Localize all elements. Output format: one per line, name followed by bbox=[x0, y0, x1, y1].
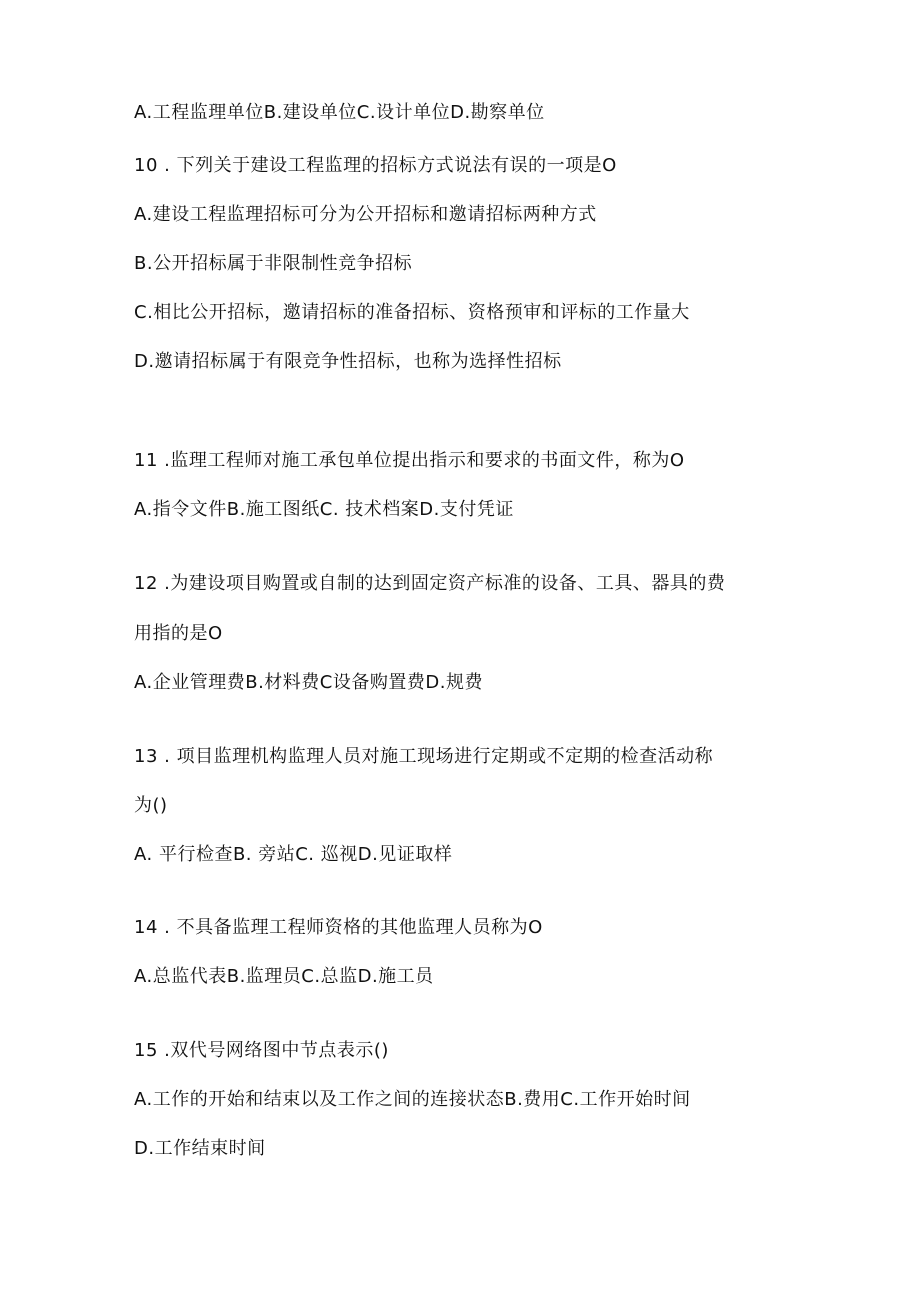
q10-option-c: C.相比公开招标，邀请招标的准备招标、资格预审和评标的工作量大 bbox=[134, 302, 690, 323]
q12-stem-line1: 12 .为建设项目购置或自制的达到固定资产标准的设备、工具、器具的费 bbox=[134, 573, 726, 594]
q13-options: A. 平行检查B. 旁站C. 巡视D.见证取样 bbox=[134, 844, 453, 865]
q15-options-line1: A.工作的开始和结束以及工作之间的连接状态B.费用C.工作开始时间 bbox=[134, 1089, 691, 1110]
q14-options: A.总监代表B.监理员C.总监D.施工员 bbox=[134, 966, 434, 987]
q11-stem: 11 .监理工程师对施工承包单位提出指示和要求的书面文件，称为O bbox=[134, 450, 685, 471]
q13-stem-line1: 13 . 项目监理机构监理人员对施工现场进行定期或不定期的检查活动称 bbox=[134, 746, 714, 767]
q14-stem: 14 . 不具备监理工程师资格的其他监理人员称为O bbox=[134, 917, 543, 938]
q13-stem-line2: 为() bbox=[134, 795, 168, 816]
q10-option-b: B.公开招标属于非限制性竞争招标 bbox=[134, 253, 413, 274]
q12-options: A.企业管理费B.材料费C设备购置费D.规费 bbox=[134, 672, 483, 693]
q12-stem-line2: 用指的是O bbox=[134, 623, 223, 644]
q15-options-line2: D.工作结束时间 bbox=[134, 1138, 266, 1159]
q15-stem: 15 .双代号网络图中节点表示() bbox=[134, 1040, 389, 1061]
q9-options: A.工程监理单位B.建设单位C.设计单位D.勘察单位 bbox=[134, 102, 545, 123]
q11-options: A.指令文件B.施工图纸C. 技术档案D.支付凭证 bbox=[134, 499, 514, 520]
q10-stem: 10 . 下列关于建设工程监理的招标方式说法有误的一项是O bbox=[134, 155, 617, 176]
q10-option-a: A.建设工程监理招标可分为公开招标和邀请招标两种方式 bbox=[134, 204, 597, 225]
q10-option-d: D.邀请招标属于有限竞争性招标，也称为选择性招标 bbox=[134, 351, 562, 372]
